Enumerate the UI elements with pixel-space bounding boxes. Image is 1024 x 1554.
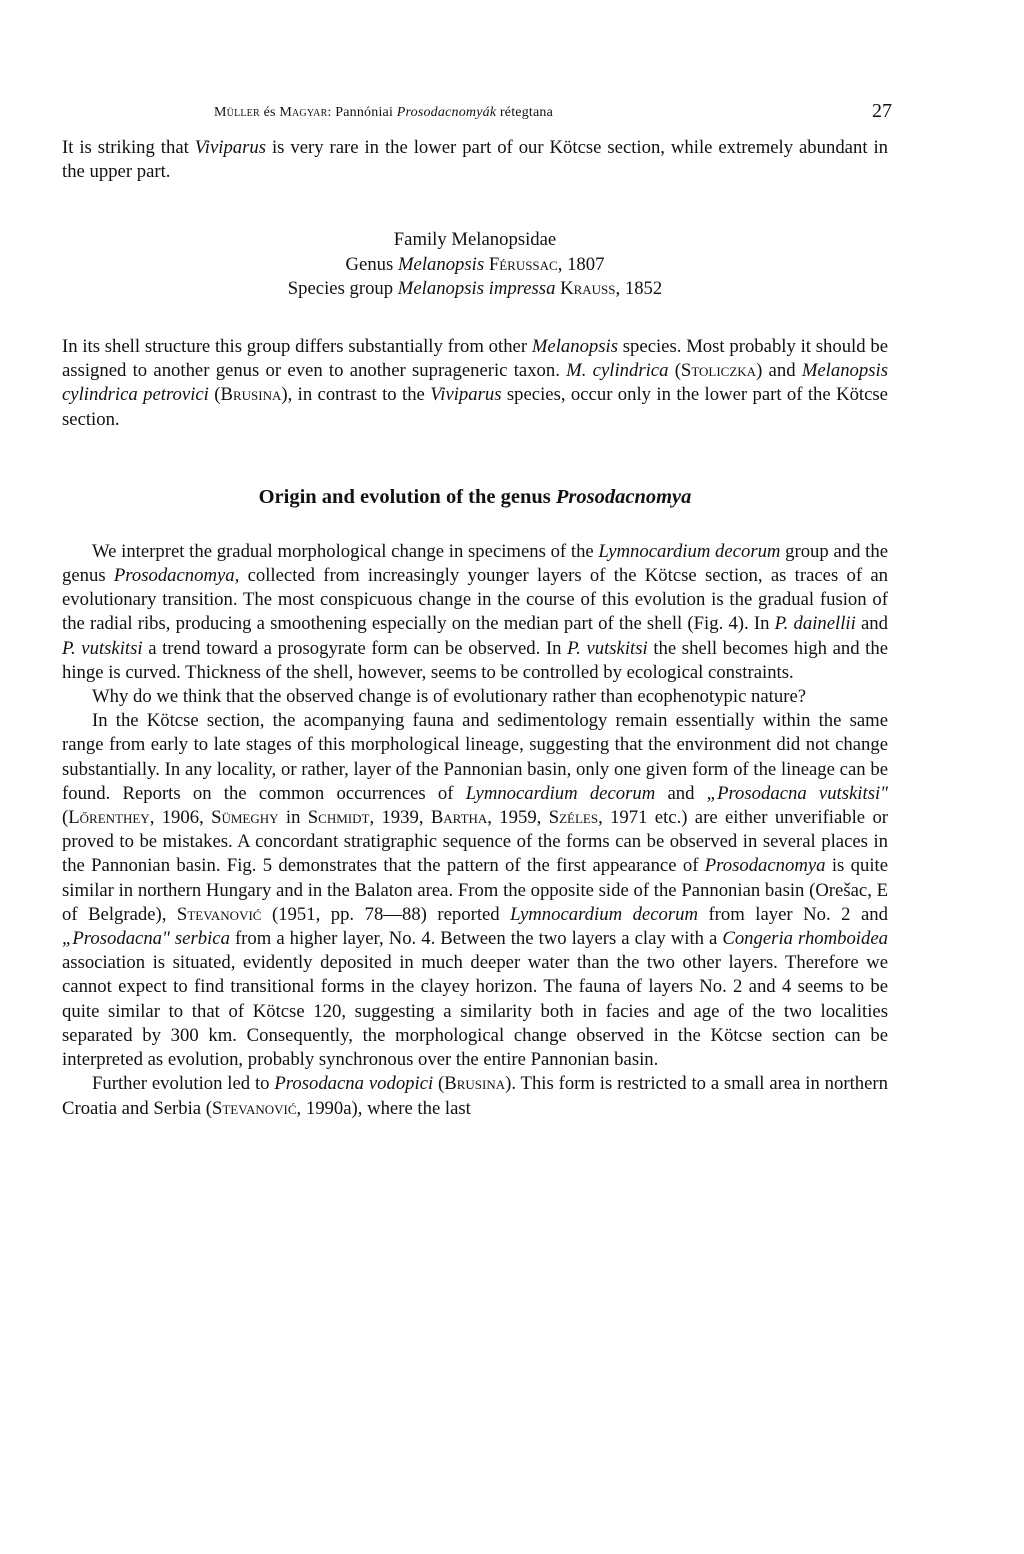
header-sep: : Pannóniai bbox=[327, 105, 397, 120]
p1-s11: the shell becomes high and the hinge is curved. Thickness of the shell, however, seems to be controlled by ecological constraints. bbox=[62, 637, 889, 683]
gp-s8: Melanopsis cylindrica petrovici bbox=[62, 360, 888, 406]
intro-paragraph bbox=[62, 136, 888, 184]
group-author: Krauss bbox=[555, 277, 616, 299]
p3-s23: from a higher layer, No. 4. Between the two layers a clay with a bbox=[229, 928, 723, 950]
p3-s4: „Prosodacna vutskitsi" bbox=[706, 782, 889, 804]
gp-s2: Melanopsis bbox=[531, 336, 619, 358]
genus-heading bbox=[62, 253, 888, 277]
p3-s1: In the Kötcse section, the acompanying fauna and sedimentology remain essentially within the same range from early to late stages of this morphological lineage, suggesting that the environment did not change substantially. In any locality, or rather, layer of the Pannonian basin, only one given form of the lineage can be found. Reports on the common occurrences of bbox=[62, 710, 888, 804]
header-genus: Prosodacnomyák bbox=[396, 105, 497, 120]
p1-s10: P. vutskitsi bbox=[567, 637, 648, 659]
p3-s20: Lymnocardium decorum bbox=[510, 903, 698, 925]
section-heading bbox=[62, 484, 888, 510]
species-group-heading bbox=[62, 277, 888, 301]
intro-s1: It is striking that bbox=[62, 137, 195, 158]
gp-s7: ) and bbox=[756, 360, 802, 382]
header-and: és bbox=[259, 105, 280, 120]
group-year: , 1852 bbox=[615, 277, 663, 299]
p4-s6: Stevanović bbox=[211, 1097, 297, 1119]
p3-s7: , 1906, bbox=[149, 807, 212, 829]
p3-s16: Prosodacnomya bbox=[704, 855, 826, 877]
p3-s14: Széles bbox=[548, 807, 599, 829]
gp-s4: M. cylindrica bbox=[566, 360, 669, 382]
paragraph-2: Why do we think that the observed change is of evolutionary rather than ecophenotypic nature? bbox=[92, 686, 807, 708]
gp-s6: Stoliczka bbox=[680, 360, 757, 382]
p4-s1: Further evolution led to bbox=[92, 1073, 275, 1095]
p1-s8: P. vutskitsi bbox=[62, 637, 143, 659]
gp-s11: ), in contrast to the bbox=[281, 384, 431, 406]
p3-s6: Lőrenthey bbox=[68, 807, 150, 829]
p4-s2: Prosodacna vodopici bbox=[274, 1073, 434, 1095]
page bbox=[62, 96, 892, 1121]
genus-pre: Genus bbox=[345, 253, 398, 275]
p4-s3: ( bbox=[433, 1073, 445, 1095]
section-title-pre: Origin and evolution of the genus bbox=[258, 485, 556, 508]
gp-s5: ( bbox=[668, 360, 681, 382]
p1-s3: group and the genus bbox=[62, 540, 888, 587]
p4-s7: , 1990a), where the last bbox=[296, 1097, 471, 1119]
header-author-2: Magyar bbox=[279, 105, 328, 120]
section-title-genus: Prosodacnomya bbox=[555, 485, 692, 508]
running-header bbox=[62, 96, 892, 136]
paragraph-3 bbox=[62, 709, 888, 1072]
p3-s13: , 1959, bbox=[487, 807, 549, 829]
gp-s10: Brusina bbox=[220, 384, 282, 406]
genus-year: , 1807 bbox=[557, 253, 605, 275]
p1-s4: Prosodacnomya, bbox=[113, 565, 240, 587]
p3-s3: and bbox=[655, 782, 707, 804]
family-heading: Family Melanopsidae bbox=[393, 229, 557, 251]
p3-s15: , 1971 etc.) are either unverifiable or proved to be mistakes. A concordant stratigraphic sequence of the forms can be observed in several places in the Pannonian basin. Fig. 5 demonstrates that the pattern of the first appearance of bbox=[62, 807, 889, 877]
taxonomy-block bbox=[62, 228, 888, 301]
page-number: 27 bbox=[872, 100, 892, 122]
group-name: Melanopsis impressa bbox=[397, 277, 556, 299]
p1-s7: and bbox=[855, 613, 888, 635]
p3-s22: „Prosodacna" serbica bbox=[62, 928, 230, 950]
p1-s6: P. dainellii bbox=[774, 613, 856, 635]
p3-s12: Bartha bbox=[430, 807, 488, 829]
p3-s10: Schmidt bbox=[307, 807, 370, 829]
p1-s2: Lymnocardium decorum bbox=[598, 540, 781, 562]
p3-s19: (1951, pp. 78—88) reported bbox=[261, 903, 511, 925]
p3-s24: Congeria rhomboidea bbox=[722, 928, 888, 950]
species-group-paragraph bbox=[62, 335, 888, 432]
p3-s21: from layer No. 2 and bbox=[697, 903, 888, 925]
p3-s9: in bbox=[278, 807, 308, 829]
paragraph-1 bbox=[62, 540, 888, 685]
p3-s2: Lymnocardium decorum bbox=[465, 782, 656, 804]
p3-s17: is quite similar in northern Hungary and in the Balaton area. From the opposite side of the Pannonian basin (Orešac, E of Belgrade), bbox=[62, 855, 888, 925]
paragraph-4 bbox=[62, 1072, 888, 1120]
genus-author: Férussac bbox=[484, 253, 558, 275]
gp-s12: Viviparus bbox=[430, 384, 502, 406]
p1-s1: We interpret the gradual morphological change in specimens of the bbox=[92, 540, 599, 562]
gp-s9: ( bbox=[208, 384, 221, 406]
header-author-1: Müller bbox=[214, 105, 260, 120]
p3-s11: , 1939, bbox=[369, 807, 431, 829]
header-rest: rétegtana bbox=[496, 105, 554, 120]
intro-viviparus: Viviparus bbox=[194, 137, 267, 158]
p3-s18: Stevanović bbox=[176, 903, 262, 925]
p4-s4: Brusina bbox=[444, 1073, 506, 1095]
p3-s5: ( bbox=[62, 807, 69, 829]
gp-s13: species, occur only in the lower part of the Kötcse section. bbox=[62, 384, 888, 430]
p3-s25: association is situated, evidently deposited in much deeper water than the two other layers. Therefore we cannot expect to find transitional forms in the clayey horizon. The fauna of layers No. 2 and 4 seems to be quite similar to that of Kötcse 120, suggesting a similarity both in facies and age of the two localities separated by 300 km. Consequently, the morphological change observed in the Kötcse section can be interpreted as evolution, probably synchronous over the entire Pannonian basin. bbox=[62, 952, 888, 1071]
p1-s9: a trend toward a prosogyrate form can be observed. In bbox=[142, 637, 568, 659]
p3-s8: Sümeghy bbox=[211, 807, 279, 829]
header-title bbox=[214, 105, 553, 121]
group-pre: Species group bbox=[287, 277, 398, 299]
genus-name: Melanopsis bbox=[397, 253, 485, 275]
gp-s3: species. Most probably it should be assigned to another genus or even to another suprageneric taxon. bbox=[62, 336, 888, 382]
p1-s5: collected from increasingly younger layers of the Kötcse section, as traces of an evolutionary transition. The most conspicuous change in the course of this evolution is the gradual fusion of the radial ribs, producing a smoothening especially on the median part of the shell (Fig. 4). In bbox=[62, 565, 888, 635]
intro-s3: is very rare in the lower part of our Kötcse section, while extremely abundant in the upper part. bbox=[62, 137, 888, 183]
p4-s5: ). This form is restricted to a small area in northern Croatia and Serbia ( bbox=[62, 1073, 888, 1119]
gp-s1: In its shell structure this group differs substantially from other bbox=[62, 336, 532, 358]
